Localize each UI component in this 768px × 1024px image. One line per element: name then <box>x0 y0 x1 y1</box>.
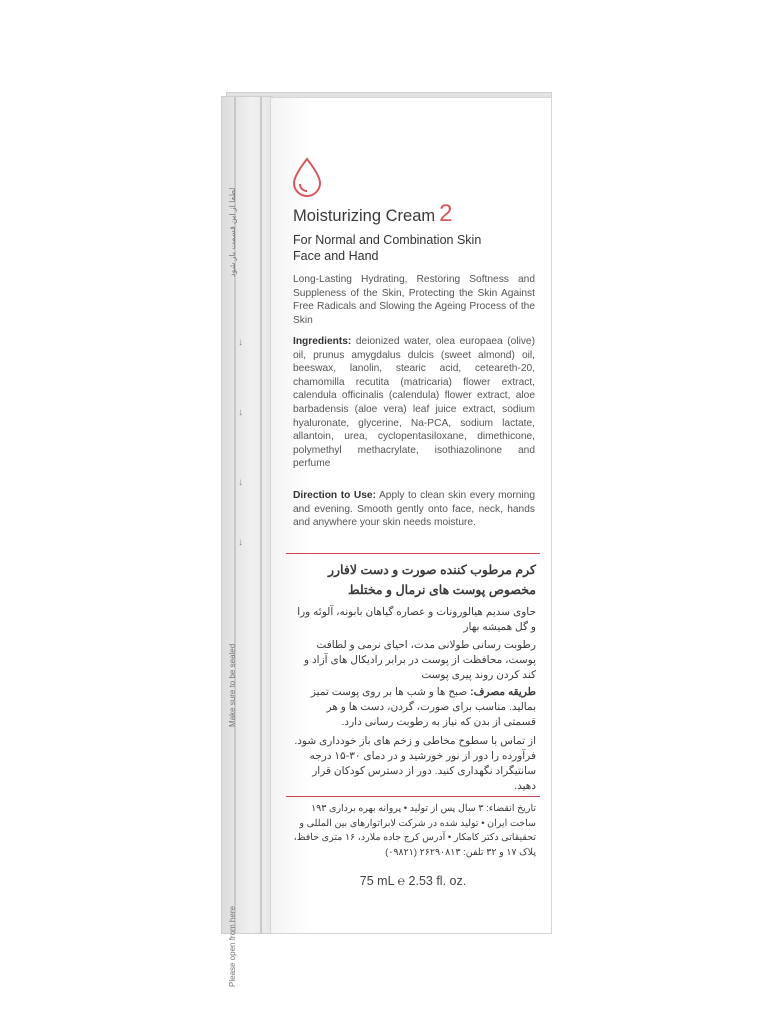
ingredients-text: deionized water, olea europaea (olive) oil, prunus amygdalus dulcis (sweet almond) oil, beeswax, lanolin, stearic acid, ceteareth-20, chamomilla recutita (matricaria) flower extract, calendula officinalis (calendula) flower extract, aloe barbadensis (aloe vera) leaf juice extract, sodium hyaluronate, glycerine, Na-PCA, sodium lactate, allantoin, urea, cyclopentasiloxane, dimethicone, polymethyl methacrylate, isothiazolinone and perfume <box>293 336 535 470</box>
product-volume: 75 mL ℮ 2.53 fl. oz. <box>359 874 467 888</box>
arrow-icon: ↓ <box>238 337 243 348</box>
subtitle-line-2: Face and Hand <box>293 249 379 263</box>
ingredients-label: Ingredients: <box>293 336 352 347</box>
water-drop-icon <box>290 157 324 197</box>
direction-text: Apply to clean skin every morning and evening. Smooth gently onto face, neck, hands and anywhere your skin needs moisture. <box>293 490 535 529</box>
persian-usage-label: طریقه مصرف: <box>470 686 536 698</box>
box-side-panel <box>221 96 273 987</box>
product-subtitle <box>293 232 535 264</box>
direction-block <box>293 489 535 530</box>
persian-usage <box>293 685 536 730</box>
persian-usage-text: صبح ها و شب ها بر روی پوست تمیز بمالید. مناسب برای صورت، گردن، دست ها و هر قسمتی از بدن که نیاز به رطوبت رسانی دارد. <box>310 686 536 728</box>
persian-title-line-2: مخصوص پوست های نرمال و مختلط <box>348 583 536 597</box>
persian-warning: از تماس با سطوح مخاطی و زخم های باز خودداری شود. فرآورده را دور از نور خورشید و در دمای ۳۰-۱۵ درجه سانتیگراد نگهداری کنید. دور از دسترس کودکان قرار دهید. <box>294 735 536 792</box>
arrow-icon: ↓ <box>238 477 243 488</box>
product-number: 2 <box>439 200 453 227</box>
persian-title <box>293 560 536 600</box>
product-description: Long-Lasting Hydrating, Restoring Softness and Suppleness of the Skin, Protecting the Skin Against Free Radicals and Slowing the Ageing Process of the Skin <box>293 274 535 326</box>
arrow-icon: ↓ <box>238 537 243 548</box>
product-title <box>293 200 535 228</box>
side-text-bottom: Please open from here <box>228 906 237 987</box>
direction-label: Direction to Use: <box>293 490 376 501</box>
persian-benefits: رطوبت رسانی طولانی مدت، احیای نرمی و لطافت پوست، محافظت از پوست در برابر رادیکال های آزاد و کند کردن روند پیری پوست <box>304 639 536 681</box>
product-name: Moisturizing Cream <box>293 207 436 225</box>
persian-composition: حاوی سدیم هیالورونات و عصاره گیاهان بابونه، آلوئه ورا و گل همیشه بهار <box>297 606 536 633</box>
persian-title-line-1: کرم مرطوب کننده صورت و دست لافارر <box>327 563 536 577</box>
arrow-icon: ↓ <box>238 407 243 418</box>
divider-line <box>286 553 540 554</box>
divider-line <box>286 796 540 797</box>
side-text-top: لطفا از این قسمت باز شود <box>228 187 237 277</box>
ingredients-block <box>293 335 535 471</box>
subtitle-line-1: For Normal and Combination Skin <box>293 233 482 247</box>
side-text-middle: Make sure to be sealed <box>228 643 237 727</box>
persian-manufacturer: تاریخ انقضاء: ۳ سال پس از تولید • پروانه بهره برداری ۱۹۳ ساخت ایران • تولید شده در شرکت لابراتوارهای بین المللی و تحقیقاتی دکتر کامکار • آدرس کرج جاده ملارد، ۱۶ متری حافظ، پلاک ۱۷ و ۳۲ تلفن: ۲۶۲۹۰۸۱۳ (۰۹۸۲۱) <box>293 803 536 858</box>
